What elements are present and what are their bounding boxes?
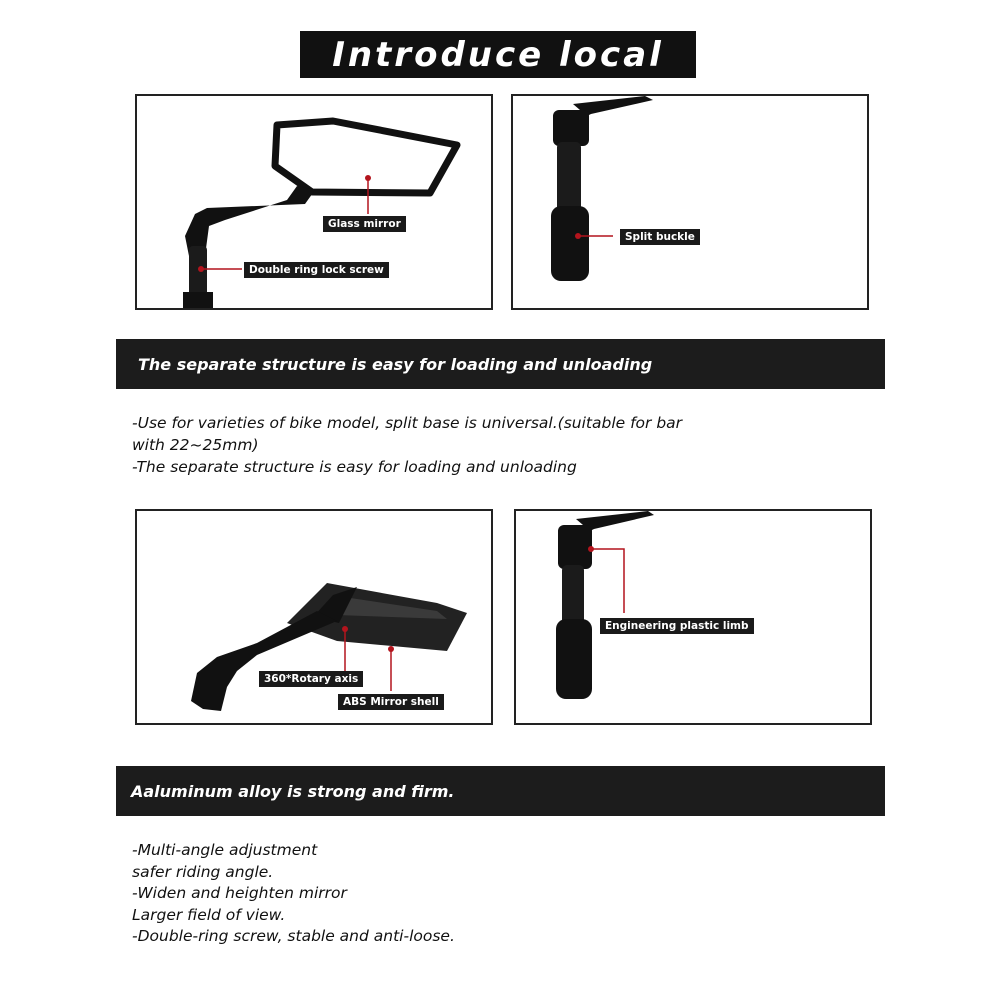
text-line: -Widen and heighten mirror bbox=[132, 884, 347, 902]
section-banner-aluminum: Aaluminum alloy is strong and firm. bbox=[116, 766, 885, 816]
product-panel-split-buckle bbox=[511, 94, 869, 310]
section-text-aluminum bbox=[132, 840, 455, 948]
split-buckle-illustration bbox=[513, 96, 869, 310]
callout-double-ring-lock-screw: Double ring lock screw bbox=[244, 262, 389, 278]
text-line: Larger field of view. bbox=[132, 905, 286, 924]
text-line: -Multi-angle adjustment bbox=[132, 841, 318, 859]
product-panel-plastic-limb bbox=[514, 509, 872, 725]
callout-engineering-plastic-limb: Engineering plastic limb bbox=[600, 618, 754, 634]
product-panel-rotary-axis bbox=[135, 509, 493, 725]
callout-abs-mirror-shell: ABS Mirror shell bbox=[338, 694, 444, 710]
text-line: safer riding angle. bbox=[132, 862, 274, 881]
section-text-loading bbox=[132, 412, 682, 478]
callout-split-buckle: Split buckle bbox=[620, 229, 700, 245]
product-panel-glass-mirror bbox=[135, 94, 493, 310]
text-line: -The separate structure is easy for loading and unloading bbox=[132, 458, 577, 476]
callout-glass-mirror: Glass mirror bbox=[323, 216, 406, 232]
text-line: with 22~25mm) bbox=[132, 436, 259, 454]
text-line: -Use for varieties of bike model, split base is universal.(suitable for bar bbox=[132, 414, 683, 432]
callout-rotary-axis: 360*Rotary axis bbox=[259, 671, 363, 687]
text-line: -Double-ring screw, stable and anti-loose. bbox=[132, 927, 455, 945]
mirror-back-illustration bbox=[137, 511, 493, 725]
section-banner-loading: The separate structure is easy for loading and unloading bbox=[116, 339, 885, 389]
page-title: Introduce local bbox=[300, 31, 696, 78]
